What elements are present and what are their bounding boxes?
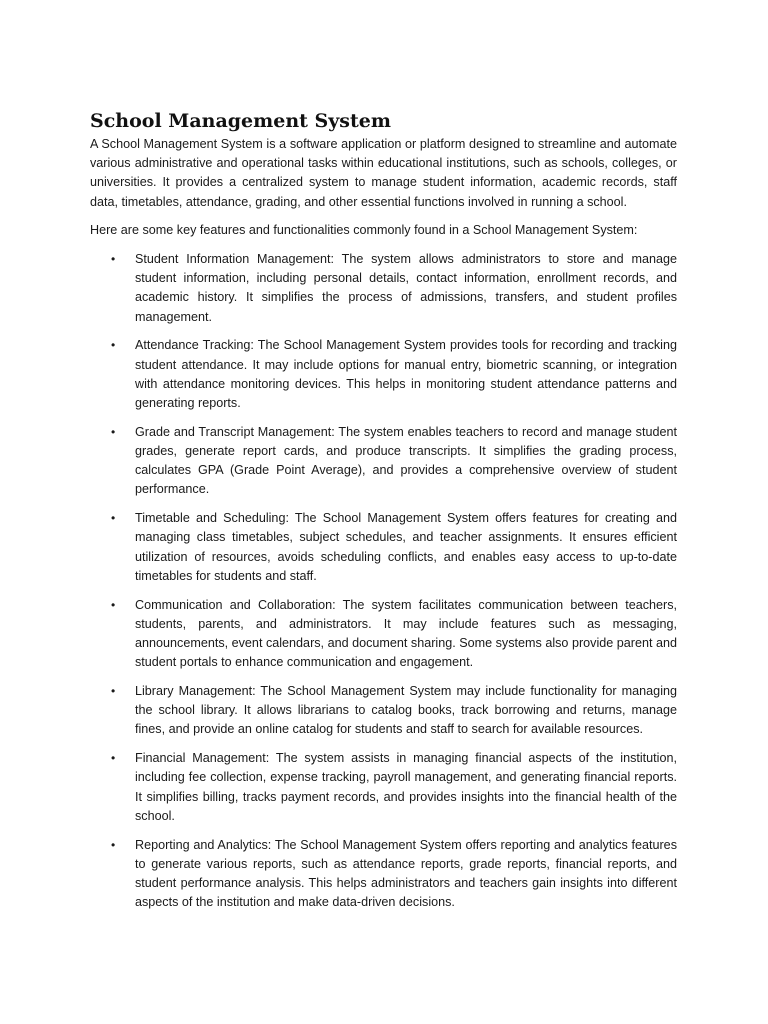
feature-item-communication <box>90 596 677 673</box>
document-title: School Management System <box>90 110 391 132</box>
bullet-icon: • <box>111 751 116 766</box>
feature-list <box>90 250 677 912</box>
bullet-icon: • <box>111 252 116 267</box>
feature-item-attendance <box>90 336 677 413</box>
bullet-icon: • <box>111 597 116 612</box>
feature-item-financial <box>90 749 677 826</box>
feature-text: Financial Management: The system assists in managing financial aspects of the institution, including fee collection, expense tracking, payroll management, and generating financial reports. It simplifies billing, tracks payment records, and provides insights into the financial health of the school. <box>135 751 677 823</box>
feature-item-timetable <box>90 509 677 586</box>
feature-text: Attendance Tracking: The School Management System provides tools for recording and tracking student attendance. It may include options for manual entry, biometric scanning, or integration with attendance monitoring devices. This helps in monitoring student attendance patterns and generating reports. <box>135 338 677 411</box>
bullet-icon: • <box>111 338 116 353</box>
feature-item-reporting <box>90 836 677 913</box>
feature-text: Library Management: The School Management System may include functionality for managing the school library. It allows librarians to catalog books, track borrowing and returns, manage fines, and provide an online catalog for students and staff to search for available resources. <box>135 684 677 737</box>
feature-text: Student Information Management: The system allows administrators to store and manage student information, including personal details, contact information, enrollment records, and academic history. It simplifies the process of admissions, transfers, and student profiles management. <box>135 252 677 324</box>
feature-text: Grade and Transcript Management: The system enables teachers to record and manage student grades, generate report cards, and produce transcripts. It simplifies the grading process, calculates GPA (Grade Point Average), and provides a comprehensive overview of student performance. <box>135 424 677 497</box>
intro-paragraph: A School Management System is a software application or platform designed to streamline and automate various administrative and operational tasks within educational institutions, such as schools, colleges, or universities. It provides a centralized system to manage student information, academic records, staff data, timetables, attendance, grading, and other essential functions involved in running a school. <box>90 137 677 209</box>
feature-text: Communication and Collaboration: The system facilitates communication between teachers, students, parents, and administrators. It may include features such as messaging, announcements, event calendars, and document sharing. Some systems also provide parent and student portals to enhance communication and engagement. <box>135 597 677 670</box>
lead-paragraph: Here are some key features and functionalities commonly found in a School Management System: <box>90 222 638 237</box>
bullet-icon: • <box>111 684 116 699</box>
bullet-icon: • <box>111 424 116 439</box>
feature-text: Reporting and Analytics: The School Management System offers reporting and analytics features to generate various reports, such as attendance reports, grade reports, financial reports, and student performance analysis. This helps administrators and teachers gain insights into different aspects of the institution and make data-driven decisions. <box>135 837 677 910</box>
feature-item-grades <box>90 423 677 500</box>
bullet-icon: • <box>111 511 116 526</box>
feature-item-library <box>90 682 677 740</box>
feature-text: Timetable and Scheduling: The School Management System offers features for creating and managing class timetables, subject schedules, and teacher assignments. It ensures efficient utilization of resources, avoids scheduling conflicts, and enables easy access to up-to-date timetables for students and staff. <box>135 511 677 583</box>
document-page <box>90 108 677 922</box>
feature-item-student-information <box>90 250 677 327</box>
bullet-icon: • <box>111 837 116 852</box>
